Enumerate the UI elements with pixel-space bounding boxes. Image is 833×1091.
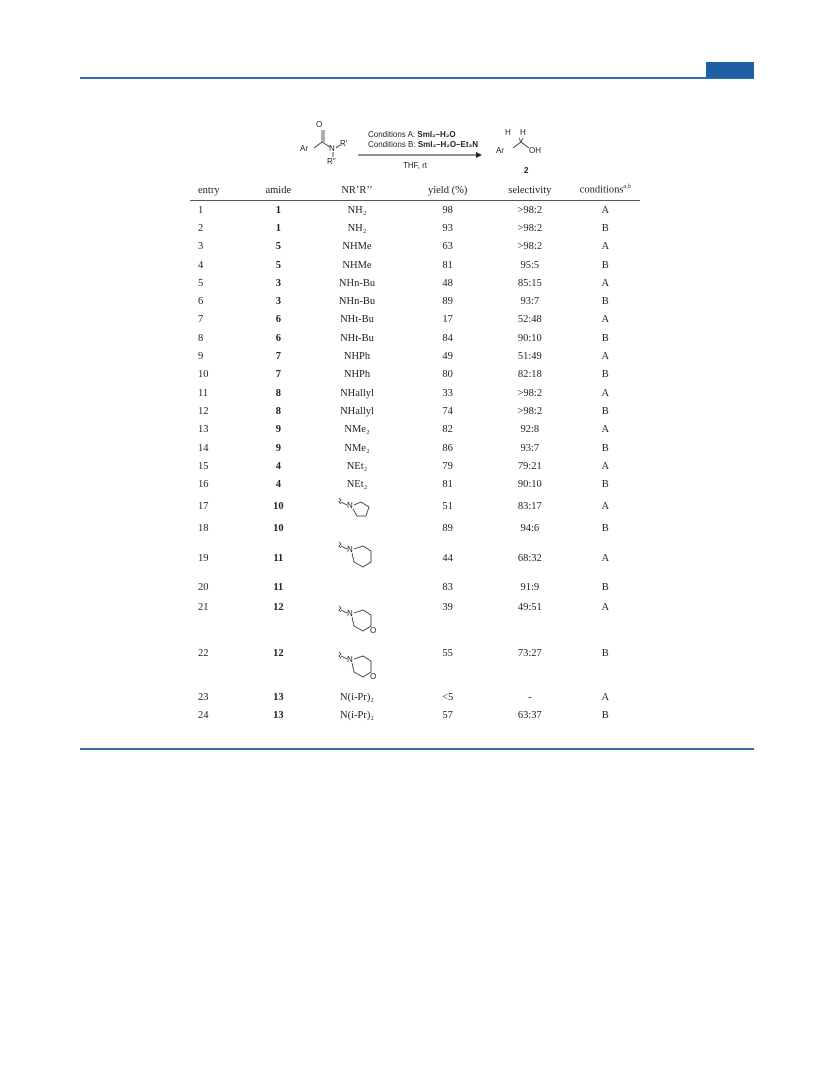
conditions-b (368, 140, 478, 149)
entry-cell: 11 (198, 387, 209, 399)
conditions-cell: A (601, 424, 610, 436)
sm-nitrogen-label: N (329, 144, 335, 153)
amide-cell: 9 (275, 442, 281, 454)
selectivity-cell: 73:27 (517, 648, 542, 660)
selectivity-cell: 91:9 (520, 581, 540, 593)
morpholine-structure (327, 602, 387, 642)
table-row (190, 256, 640, 274)
entry-cell: 3 (198, 241, 204, 253)
selectivity-cell: 95:5 (520, 259, 540, 271)
entry-cell: 1 (198, 204, 204, 216)
ring-nitrogen-label: N (346, 655, 353, 665)
conditions-cell: B (601, 405, 609, 417)
nrr-cell: NHt-Bu (340, 314, 374, 326)
amide-cell: 6 (275, 332, 281, 344)
entry-cell: 10 (198, 369, 209, 381)
table-row (190, 238, 640, 256)
selectivity-cell: 90:10 (517, 332, 542, 344)
footer-rule (80, 748, 754, 750)
table-row (190, 219, 640, 237)
header-selectivity: selectivity (508, 184, 552, 196)
yield-cell: 80 (442, 369, 453, 381)
table-row (190, 457, 640, 475)
conditions-a-reagent: SmI₂–H₂O (417, 130, 456, 139)
pyrrolidine-structure (327, 494, 387, 520)
conditions-a (368, 130, 456, 139)
yield-cell: 81 (442, 259, 453, 271)
ring-nitrogen-label: N (346, 545, 353, 555)
selectivity-cell: 93:7 (520, 442, 540, 454)
selectivity-cell: 52:48 (517, 314, 542, 326)
prod-ar-label: Ar (496, 146, 504, 155)
table-row (190, 421, 640, 439)
entry-cell: 22 (198, 648, 209, 660)
amide-cell: 8 (275, 387, 281, 399)
conditions-cell: A (601, 204, 610, 216)
nrr-cell: NH₂ (347, 222, 367, 234)
entry-cell: 23 (198, 691, 209, 703)
table-row (190, 384, 640, 402)
sm-ar-label: Ar (300, 144, 308, 153)
table-header-row (190, 180, 640, 201)
table-row (190, 538, 640, 578)
yield-cell: 98 (442, 204, 453, 216)
conditions-cell: B (601, 710, 609, 722)
nrr-cell: NHn-Bu (338, 296, 376, 308)
yield-cell: 33 (442, 387, 453, 399)
table-row (190, 274, 640, 292)
table-row (190, 707, 640, 725)
nrr-cell: NHPh (343, 369, 371, 381)
yield-cell: 79 (442, 460, 453, 472)
conditions-cell: A (601, 314, 610, 326)
amide-cell: 4 (275, 460, 281, 472)
conditions-cell: B (601, 523, 609, 535)
amide-cell: 5 (275, 259, 281, 271)
selectivity-cell: 63:37 (517, 710, 542, 722)
amide-cell: 7 (275, 369, 281, 381)
conditions-cell: B (601, 222, 609, 234)
table-row (190, 347, 640, 365)
yield-cell: 84 (442, 332, 453, 344)
amide-cell: 6 (275, 314, 281, 326)
header-entry: entry (198, 184, 220, 196)
morpholine-structure (327, 648, 387, 688)
conditions-cell: A (601, 552, 610, 564)
selectivity-cell: 79:21 (517, 460, 542, 472)
ring-oxygen-label: O (369, 626, 377, 636)
conditions-cell: A (601, 691, 610, 703)
entry-cell: 8 (198, 332, 204, 344)
selectivity-cell: 51:49 (517, 351, 542, 363)
amide-cell: 1 (275, 204, 281, 216)
table-row (190, 475, 640, 493)
table-row (190, 292, 640, 310)
header-conditions-label: conditions (579, 184, 624, 196)
amide-cell: 5 (275, 241, 281, 253)
table-body (190, 201, 640, 725)
conditions-cell: B (601, 648, 609, 660)
conditions-cell: B (601, 332, 609, 344)
entry-cell: 19 (198, 552, 209, 564)
table-row (190, 402, 640, 420)
yield-cell: 17 (442, 314, 453, 326)
conditions-cell: B (601, 442, 609, 454)
yield-cell: 93 (442, 222, 453, 234)
yield-cell: 39 (442, 602, 453, 614)
nrr-cell: NEt₂ (346, 460, 368, 472)
conditions-cell: A (601, 460, 610, 472)
conditions-cell: A (601, 501, 610, 513)
selectivity-cell: >98:2 (517, 222, 543, 234)
selectivity-cell: >98:2 (517, 405, 543, 417)
ring-oxygen-label: O (369, 672, 377, 682)
amide-cell: 7 (275, 351, 281, 363)
selectivity-cell: 93:7 (520, 296, 540, 308)
table-row (190, 329, 640, 347)
nrr-cell (308, 520, 407, 538)
table-row (190, 578, 640, 596)
table-row (190, 688, 640, 706)
entry-cell: 24 (198, 710, 209, 722)
yield-cell: 81 (442, 479, 453, 491)
selectivity-cell: 68:32 (517, 552, 542, 564)
yield-cell: 48 (442, 277, 453, 289)
reaction-scheme (290, 120, 570, 182)
nrr-cell: NHMe (342, 259, 372, 271)
conditions-cell: A (601, 387, 610, 399)
amide-cell: 10 (273, 501, 284, 513)
nrr-cell (308, 538, 407, 578)
header-accent-block (706, 62, 754, 78)
sm-r2-label: R'' (327, 157, 336, 166)
table-row (190, 201, 640, 220)
conditions-cell: B (601, 296, 609, 308)
amide-cell: 13 (273, 691, 284, 703)
prod-h1-label: H (505, 128, 511, 137)
entry-cell: 18 (198, 523, 209, 535)
selectivity-cell: 92:8 (520, 424, 540, 436)
table-row (190, 439, 640, 457)
nrr-cell: NHallyl (340, 405, 374, 417)
selectivity-cell: >98:2 (517, 204, 543, 216)
nrr-cell: NHMe (342, 241, 372, 253)
nrr-cell (308, 642, 407, 688)
conditions-cell: B (601, 259, 609, 271)
amide-cell: 4 (275, 479, 281, 491)
entry-cell: 6 (198, 296, 204, 308)
yield-cell: 74 (442, 405, 453, 417)
nrr-cell: NH₂ (347, 204, 367, 216)
nrr-cell: NHt-Bu (340, 332, 374, 344)
entry-cell: 12 (198, 405, 209, 417)
yield-cell: 83 (442, 581, 453, 593)
yield-cell: 86 (442, 442, 453, 454)
header-conditions (571, 180, 640, 201)
entry-cell: 16 (198, 479, 209, 491)
selectivity-cell: 90:10 (517, 479, 542, 491)
nrr-cell: NHn-Bu (338, 277, 376, 289)
amide-cell: 11 (273, 581, 284, 593)
yield-cell: 82 (442, 424, 453, 436)
amide-cell: 3 (275, 296, 281, 308)
amide-cell: 8 (275, 405, 281, 417)
selectivity-cell: 85:15 (517, 277, 542, 289)
table-row (190, 366, 640, 384)
yield-cell: 44 (442, 552, 453, 564)
yield-cell: <5 (442, 691, 454, 703)
header-yield: yield (%) (427, 184, 468, 196)
nrr-cell: NHPh (343, 351, 371, 363)
sm-r1-label: R' (340, 139, 348, 148)
yield-cell: 55 (442, 648, 453, 660)
results-table (190, 180, 640, 725)
table-row (190, 520, 640, 538)
selectivity-cell: - (528, 691, 532, 703)
entry-cell: 9 (198, 351, 204, 363)
table-row (190, 642, 640, 688)
entry-cell: 21 (198, 602, 209, 614)
entry-cell: 14 (198, 442, 209, 454)
nrr-cell (308, 596, 407, 642)
amide-cell: 11 (273, 552, 284, 564)
conditions-cell: A (601, 277, 610, 289)
piperidine-structure (327, 538, 387, 578)
amide-cell: 12 (273, 648, 284, 660)
prod-oh-label: OH (529, 146, 541, 155)
ring-nitrogen-label: N (346, 609, 353, 619)
entry-cell: 7 (198, 314, 204, 326)
entry-cell: 15 (198, 460, 209, 472)
yield-cell: 49 (442, 351, 453, 363)
conditions-b-prefix: Conditions B: (368, 140, 418, 149)
nrr-cell (308, 494, 407, 520)
entry-cell: 5 (198, 277, 204, 289)
nrr-cell: N(i-Pr)₂ (339, 691, 374, 703)
selectivity-cell: >98:2 (517, 241, 543, 253)
table-row (190, 311, 640, 329)
header-amide: amide (265, 184, 292, 196)
selectivity-cell: 82:18 (517, 369, 542, 381)
yield-cell: 57 (442, 710, 453, 722)
product-number: 2 (524, 166, 529, 175)
prod-h2-label: H (520, 128, 526, 137)
solvent-label: THF, rt (403, 161, 427, 170)
selectivity-cell: 49:51 (517, 602, 542, 614)
selectivity-cell: 94:6 (520, 523, 540, 535)
amide-cell: 12 (273, 602, 284, 614)
nrr-cell (308, 578, 407, 596)
conditions-cell: A (601, 241, 610, 253)
conditions-b-reagent: SmI₂–H₂O–Et₃N (417, 140, 478, 149)
nrr-cell: NHallyl (340, 387, 374, 399)
amide-cell: 10 (273, 523, 284, 535)
conditions-cell: A (601, 602, 610, 614)
yield-cell: 89 (442, 523, 453, 535)
table-row (190, 494, 640, 520)
selectivity-cell: >98:2 (517, 387, 543, 399)
yield-cell: 63 (442, 241, 453, 253)
header-footnote: a,b (623, 184, 631, 191)
header-nrr: NR’R’’ (341, 184, 373, 196)
header-rule (80, 77, 754, 79)
table-row (190, 596, 640, 642)
nrr-cell: NEt₂ (346, 479, 368, 491)
sm-oxygen-label: O (316, 120, 323, 129)
entry-cell: 4 (198, 259, 204, 271)
yield-cell: 89 (442, 296, 453, 308)
selectivity-cell: 83:17 (517, 501, 542, 513)
conditions-cell: B (601, 369, 609, 381)
yield-cell: 51 (442, 501, 453, 513)
entry-cell: 2 (198, 222, 204, 234)
amide-cell: 13 (273, 710, 284, 722)
entry-cell: 17 (198, 501, 209, 513)
conditions-cell: B (601, 479, 609, 491)
amide-cell: 9 (275, 424, 281, 436)
amide-cell: 3 (275, 277, 281, 289)
conditions-a-prefix: Conditions A: (368, 130, 418, 139)
entry-cell: 13 (198, 424, 209, 436)
nrr-cell: N(i-Pr)₂ (339, 710, 374, 722)
conditions-cell: A (601, 351, 610, 363)
nrr-cell: NMe₂ (344, 424, 370, 436)
nrr-cell: NMe₂ (344, 442, 370, 454)
conditions-cell: B (601, 581, 609, 593)
amide-cell: 1 (275, 222, 281, 234)
entry-cell: 20 (198, 581, 209, 593)
ring-nitrogen-label: N (346, 500, 353, 510)
